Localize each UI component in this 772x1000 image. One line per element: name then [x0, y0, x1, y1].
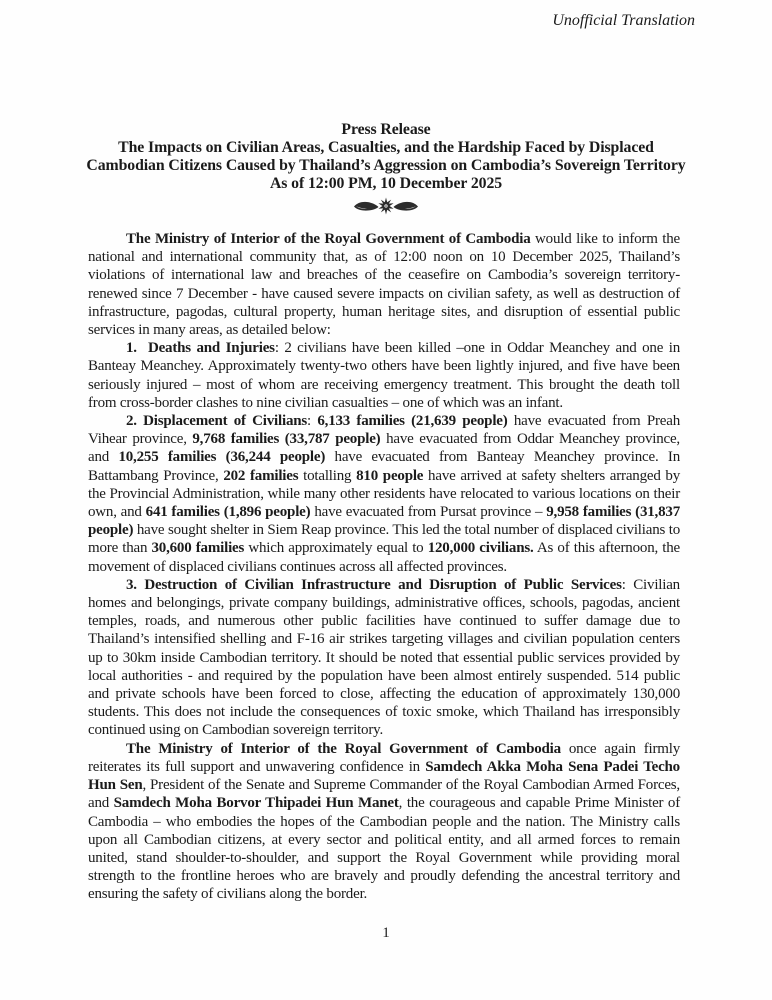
floral-divider-icon: [0, 197, 772, 215]
text-run-bold: 30,600 families: [151, 540, 245, 557]
unofficial-translation-note: Unofficial Translation: [552, 12, 695, 29]
title-block: [0, 121, 772, 193]
text-run: , the courageous and capable Prime Minister of Cambodia – who embodies the hopes of the Cambodian people and the nation. The Ministry calls upon all Cambodian citizens, at every sector and political entity, and all armed forces to remain united, stand shoulder-to-shoulder, and support the Royal Government while providing moral strength to the frontline heroes who are bravely and proudly defending the ancestral territory and ensuring the safety of civilians along the border.: [88, 795, 681, 903]
text-run-bold: 641 families (1,896 people): [145, 504, 311, 521]
paragraph-closing: [88, 740, 680, 904]
paragraph-infrastructure: [88, 576, 680, 740]
press-release-body: [88, 230, 680, 904]
text-run: totalling: [298, 467, 357, 484]
text-run: , President of the Senate and Supreme Commander of the Royal Cambodian Armed Forces, and: [88, 777, 680, 812]
text-run: have arrived at safety shelters arranged by the Provincial Administration, while many other residents have relocated to various locations on their own, and: [88, 467, 681, 521]
text-run: which approximately equal to: [244, 540, 428, 557]
text-run-bold: 1. Deaths and Injuries: [126, 340, 275, 357]
text-run-bold: 202 families: [223, 467, 299, 484]
title-date-line: As of 12:00 PM, 10 December 2025: [269, 175, 503, 192]
text-run: once again firmly reiterates its full support and unwavering confidence in: [88, 740, 680, 775]
text-run-bold: 10,255 families (36,244 people): [118, 449, 326, 466]
text-run: have evacuated from Banteay Meanchey province. In Battambang Province,: [88, 449, 680, 484]
paragraph-intro: [88, 230, 680, 339]
text-run: would like to inform the national and international community that, as of 12:00 noon on 10 December 2025, Thailand’s violations of international law and breaches of the ceasefire on Cambodia’s sovereign territory-renewed since 7 December - have caused severe impacts on civilian safety, as well as destruction of infrastructure, pagodas, cultural property, human heritage sites, and disruption of essential public services in many areas, as detailed below:: [88, 231, 680, 339]
text-run: As of this afternoon, the movement of displaced civilians continues across all affected provinces.: [88, 540, 680, 575]
text-run-bold: 6,133 families (21,639 people): [317, 413, 508, 430]
text-run-bold: 810 people: [356, 467, 424, 484]
paragraph-deaths-injuries: [88, 339, 680, 412]
text-run-bold: The Ministry of Interior of the Royal Government of Cambodia: [126, 231, 531, 247]
page-number: 1: [382, 925, 390, 941]
press-release-heading: Press Release: [341, 121, 431, 138]
text-run: : Civilian homes and belongings, private company buildings, administrative offices, schools, pagodas, ancient temples, roads, and numerous other public facilities have continued to suffer damage due to Thailand’s intensified shelling and F-16 air strikes targeting villages and civilian population centers up to 30km inside Cambodian territory. It should be noted that essential public services provided by local authorities - and required by the population have been almost entirely suspended. 514 public and private schools have been forced to close, affecting the education of approximately 130,000 students. This does not include the consequences of toxic smoke, which Thailand has irresponsibly continued using on Cambodian sovereign territory.: [88, 576, 680, 739]
title-line-2: Cambodian Citizens Caused by Thailand’s Aggression on Cambodia’s Sovereign Territory: [86, 157, 686, 174]
text-run: : 2 civilians have been killed –one in Oddar Meanchey and one in Banteay Meanchey. Approximately twenty-two others have been lightly injured, and five have been seriously injured – most of whom are receiving emergency treatment. This brought the death toll from cross-border clashes to nine civilian casualties – one of which was an infant.: [88, 340, 681, 411]
text-run: have evacuated from Preah Vihear province,: [88, 413, 680, 448]
floral-divider-icon-svg: [353, 197, 419, 215]
text-run: have sought shelter in Siem Reap province. This led the total number of displaced civilians to more than: [88, 522, 680, 557]
text-run-bold: 3. Destruction of Civilian Infrastructure and Disruption of Public Services: [126, 576, 622, 593]
text-run-bold: 9,768 families (33,787 people): [192, 431, 381, 448]
text-run-bold: Samdech Akka Moha Sena Padei Techo Hun Sen: [88, 758, 680, 794]
text-run-bold: The Ministry of Interior of the Royal Government of Cambodia: [126, 740, 561, 757]
text-run-bold: Samdech Moha Borvor Thipadei Hun Manet: [113, 795, 399, 812]
text-run: have evacuated from Pursat province –: [310, 504, 547, 521]
title-line-1: The Impacts on Civilian Areas, Casualties, and the Hardship Faced by Displaced: [118, 139, 654, 156]
paragraph-displacement: [88, 412, 680, 576]
text-run: have evacuated from Oddar Meanchey province, and: [88, 431, 680, 466]
text-run-bold: 2. Displacement of Civilians: [126, 413, 308, 430]
text-run-bold: 120,000 civilians.: [427, 540, 534, 557]
text-run-bold: 9,958 families (31,837 people): [88, 504, 680, 539]
text-run: :: [307, 413, 318, 430]
